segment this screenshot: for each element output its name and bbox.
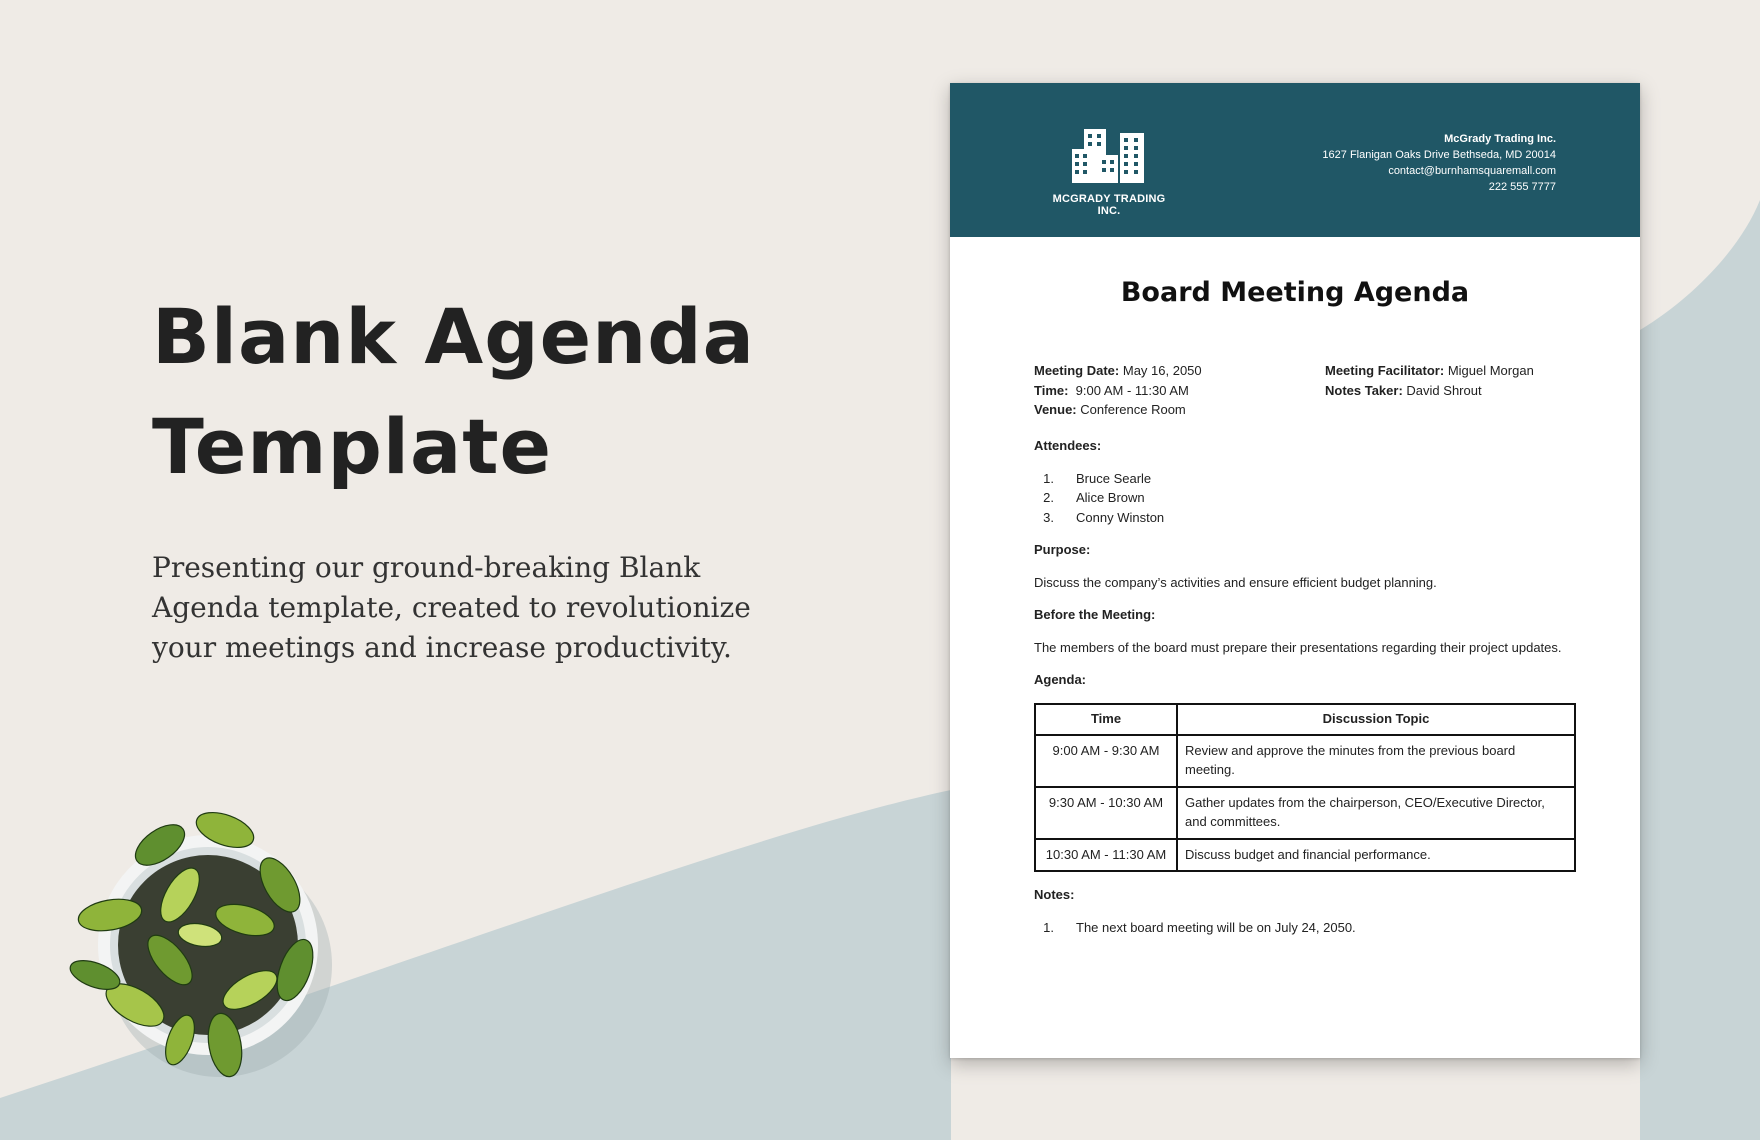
note-text: The next board meeting will be on July 24, 2050.	[1076, 919, 1356, 935]
company-info	[1322, 131, 1556, 195]
notes-taker-value: David Shrout	[1406, 382, 1482, 398]
agenda-time-cell: 10:30 AM - 11:30 AM	[1035, 839, 1177, 872]
list-item	[1034, 469, 1576, 489]
purpose-text: Discuss the company’s activities and ensure efficient budget planning.	[1034, 574, 1437, 590]
facilitator-label: Meeting Facilitator:	[1325, 363, 1445, 378]
list-number: 2.	[1043, 490, 1054, 505]
notes-label: Notes:	[1034, 887, 1075, 902]
attendees-list	[1034, 469, 1576, 528]
agenda-document	[950, 83, 1640, 1058]
meeting-venue-row	[1034, 400, 1202, 420]
notes-taker-row	[1325, 381, 1534, 401]
purpose-label: Purpose:	[1034, 542, 1091, 557]
before-meeting-text: The members of the board must prepare their presentations regarding their project updates.	[1034, 639, 1562, 655]
table-header-row	[1035, 704, 1575, 735]
meeting-details-left	[1034, 361, 1202, 420]
notes-taker-label: Notes Taker:	[1325, 382, 1403, 398]
meeting-details	[1034, 361, 1576, 423]
topic-column-header: Discussion Topic	[1177, 704, 1575, 735]
meeting-time-label: Time:	[1034, 382, 1069, 398]
agenda-table	[1034, 703, 1576, 873]
list-number: 1.	[1043, 919, 1054, 935]
company-logo	[1042, 127, 1176, 217]
agenda-time-cell: 9:00 AM - 9:30 AM	[1035, 735, 1177, 787]
hero-title-line-2: Template	[152, 402, 553, 491]
logo-text: MCGRADY TRADING INC.	[1052, 193, 1166, 217]
meeting-venue-label: Venue:	[1034, 402, 1077, 417]
list-item	[1034, 918, 1576, 938]
list-number: 3.	[1043, 509, 1054, 525]
before-meeting-label: Before the Meeting:	[1034, 607, 1156, 622]
company-address: 1627 Flanigan Oaks Drive Bethseda, MD 20014	[1322, 149, 1556, 161]
buildings-icon	[1072, 127, 1146, 183]
hero-title	[152, 282, 792, 502]
table-row	[1035, 735, 1575, 787]
company-phone: 222 555 7777	[1488, 181, 1556, 193]
agenda-topic-cell: Review and approve the minutes from the previous board meeting.	[1177, 735, 1575, 787]
meeting-date-value: May 16, 2050	[1122, 363, 1202, 378]
agenda-topic-cell: Discuss budget and financial performance.	[1177, 839, 1575, 872]
company-email: contact@burnhamsquaremall.com	[1388, 165, 1556, 177]
table-row	[1035, 787, 1575, 839]
potted-plant-image	[50, 775, 370, 1095]
meeting-date-label: Meeting Date:	[1034, 363, 1120, 378]
agenda-time-cell: 9:30 AM - 10:30 AM	[1035, 787, 1177, 839]
meeting-time-row	[1034, 381, 1202, 401]
agenda-label: Agenda:	[1034, 672, 1086, 687]
meeting-date-row	[1034, 361, 1202, 381]
time-column-header: Time	[1035, 704, 1177, 735]
list-item	[1034, 488, 1576, 508]
attendee-name: Conny Winston	[1076, 509, 1165, 525]
list-number: 1.	[1043, 470, 1054, 486]
facilitator-row	[1325, 361, 1534, 381]
attendee-name: Bruce Searle	[1076, 470, 1152, 486]
agenda-topic-cell: Gather updates from the chairperson, CEO/Executive Director, and committees.	[1177, 787, 1575, 839]
table-row	[1035, 839, 1575, 872]
meeting-details-right	[1325, 361, 1534, 400]
meeting-time-value: 9:00 AM - 11:30 AM	[1075, 382, 1189, 398]
hero-title-line-1: Blank Agenda	[152, 292, 755, 381]
notes-list	[1034, 918, 1576, 938]
hero-description: Presenting our ground-breaking Blank Agenda template, created to revolutionize your meetings and increase productivity.	[152, 551, 751, 664]
meeting-venue-value: Conference Room	[1080, 402, 1186, 417]
company-name: McGrady Trading Inc.	[1444, 133, 1556, 145]
list-item	[1034, 508, 1576, 528]
document-body	[1034, 361, 1576, 937]
document-header	[950, 83, 1640, 237]
facilitator-value: Miguel Morgan	[1447, 363, 1534, 378]
attendees-label: Attendees:	[1034, 438, 1102, 453]
attendee-name: Alice Brown	[1076, 490, 1145, 505]
document-title: Board Meeting Agenda	[1120, 277, 1470, 308]
